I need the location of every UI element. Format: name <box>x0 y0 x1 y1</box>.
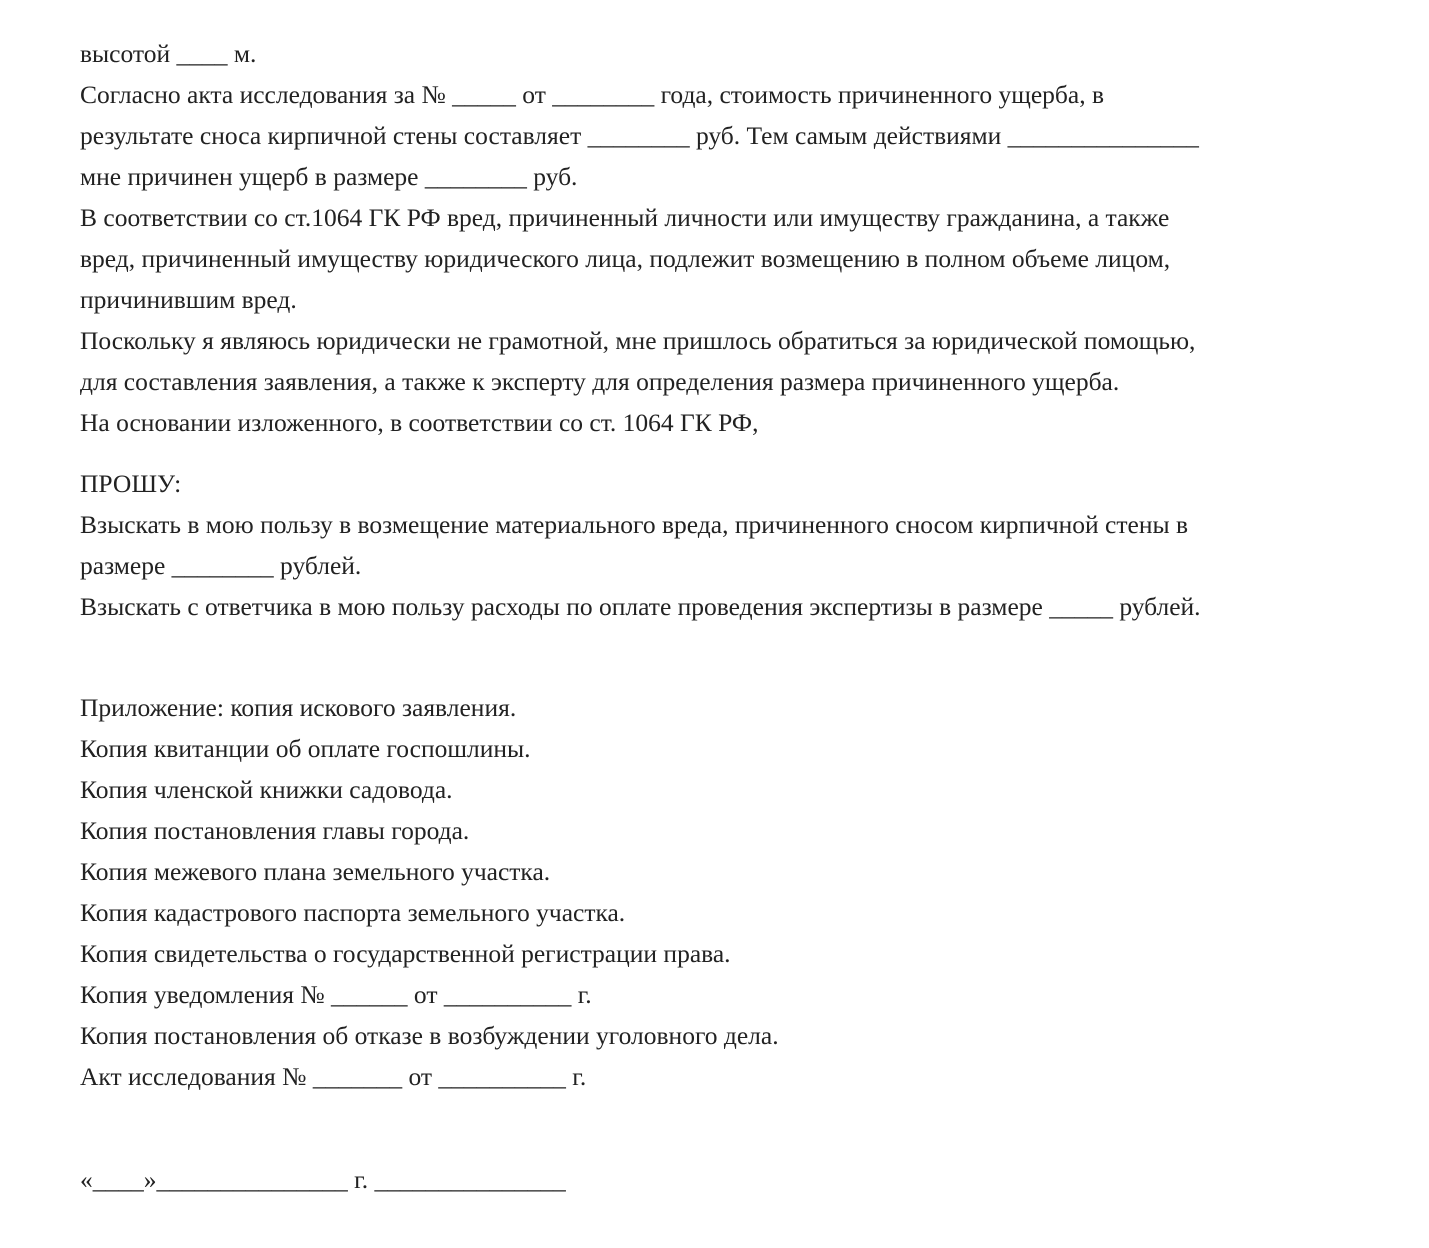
attachment-line: Копия постановления главы города. <box>80 816 470 845</box>
document-page <box>80 33 1380 1200</box>
paragraph-gap <box>80 627 1380 687</box>
attachment-line: Копия квитанции об оплате госпошлины. <box>80 734 531 763</box>
text-line: для составления заявления, а также к эксперту для определения размера причиненного ущерба. <box>80 367 1120 396</box>
text-line: причинившим вред. <box>80 285 297 314</box>
text-line: вред, причиненный имуществу юридического лица, подлежит возмещению в полном объеме лицом, <box>80 244 1171 273</box>
paragraph-gap <box>80 1097 1380 1159</box>
attachment-line: Копия кадастрового паспорта земельного участка. <box>80 898 626 927</box>
attachment-line: Акт исследования № _______ от __________ г. <box>80 1062 587 1091</box>
request-line: размере ________ рублей. <box>80 551 362 580</box>
text-line: На основании изложенного, в соответствии со ст. 1064 ГК РФ, <box>80 408 759 437</box>
text-line: высотой ____ м. <box>80 39 257 68</box>
attachment-line: Копия межевого плана земельного участка. <box>80 857 551 886</box>
text-line: Согласно акта исследования за № _____ от ________ года, стоимость причиненного ущерба, в <box>80 80 1105 109</box>
attachment-line: Копия постановления об отказе в возбуждении уголовного дела. <box>80 1021 779 1050</box>
text-line: В соответствии со ст.1064 ГК РФ вред, причиненный личности или имуществу гражданина, а также <box>80 203 1170 232</box>
text-line: результате сноса кирпичной стены составляет ________ руб. Тем самым действиями _______________ <box>80 121 1199 150</box>
paragraph-gap <box>80 443 1380 463</box>
signature-line: «____»_______________ г. _______________ <box>80 1165 566 1194</box>
attachment-line: Копия уведомления № ______ от __________ г. <box>80 980 592 1009</box>
request-heading: ПРОШУ: <box>80 469 182 498</box>
attachment-line: Копия свидетельства о государственной регистрации права. <box>80 939 731 968</box>
attachment-line: Приложение: копия искового заявления. <box>80 693 517 722</box>
request-line: Взыскать с ответчика в мою пользу расходы по оплате проведения экспертизы в размере _____ рублей. <box>80 592 1201 621</box>
request-line: Взыскать в мою пользу в возмещение материального вреда, причиненного сносом кирпичной стены в <box>80 510 1189 539</box>
text-line: Поскольку я являюсь юридически не грамотной, мне пришлось обратиться за юридической помощью, <box>80 326 1196 355</box>
attachment-line: Копия членской книжки садовода. <box>80 775 453 804</box>
text-line: мне причинен ущерб в размере ________ руб. <box>80 162 578 191</box>
